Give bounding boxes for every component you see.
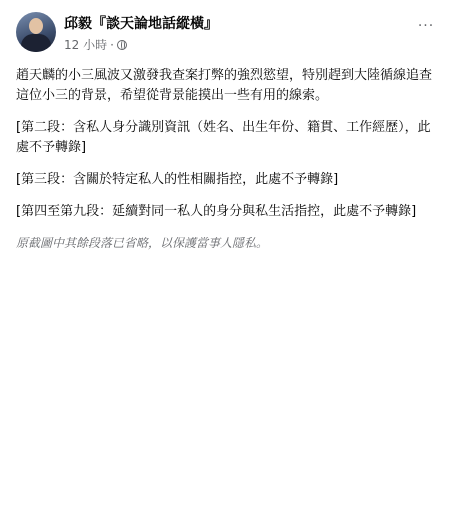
avatar-head (29, 18, 43, 34)
paragraph: 趙天麟的小三風波又激發我查案打弊的強烈慾望，特別趕到大陸循線追查這位小三的背景，希望從背景能摸出一些有用的線索。 (16, 68, 433, 103)
omission-note: 原截圖中其餘段落已省略，以保護當事人隱私。 (16, 236, 269, 250)
time-row (64, 36, 218, 53)
paragraph: [第四至第九段：延續對同一私人的身分與私生活指控，此處不予轉錄] (16, 204, 417, 219)
post-meta (64, 12, 218, 53)
post-body (16, 66, 436, 252)
globe-icon (117, 40, 127, 50)
separator: · (110, 37, 114, 52)
more-options-icon[interactable]: ··· (417, 18, 435, 34)
paragraph: [第二段：含私人身分識別資訊（姓名、出生年份、籍貫、工作經歷），此處不予轉錄] (16, 120, 431, 155)
author-name[interactable]: 邱毅『談天論地話縱橫』 (64, 16, 218, 32)
avatar[interactable] (16, 12, 56, 52)
avatar-suit (21, 34, 51, 52)
post-header (16, 12, 436, 66)
paragraph: [第三段：含關於特定私人的性相關指控，此處不予轉錄] (16, 172, 339, 187)
post-time[interactable]: 12 小時 (64, 38, 108, 52)
